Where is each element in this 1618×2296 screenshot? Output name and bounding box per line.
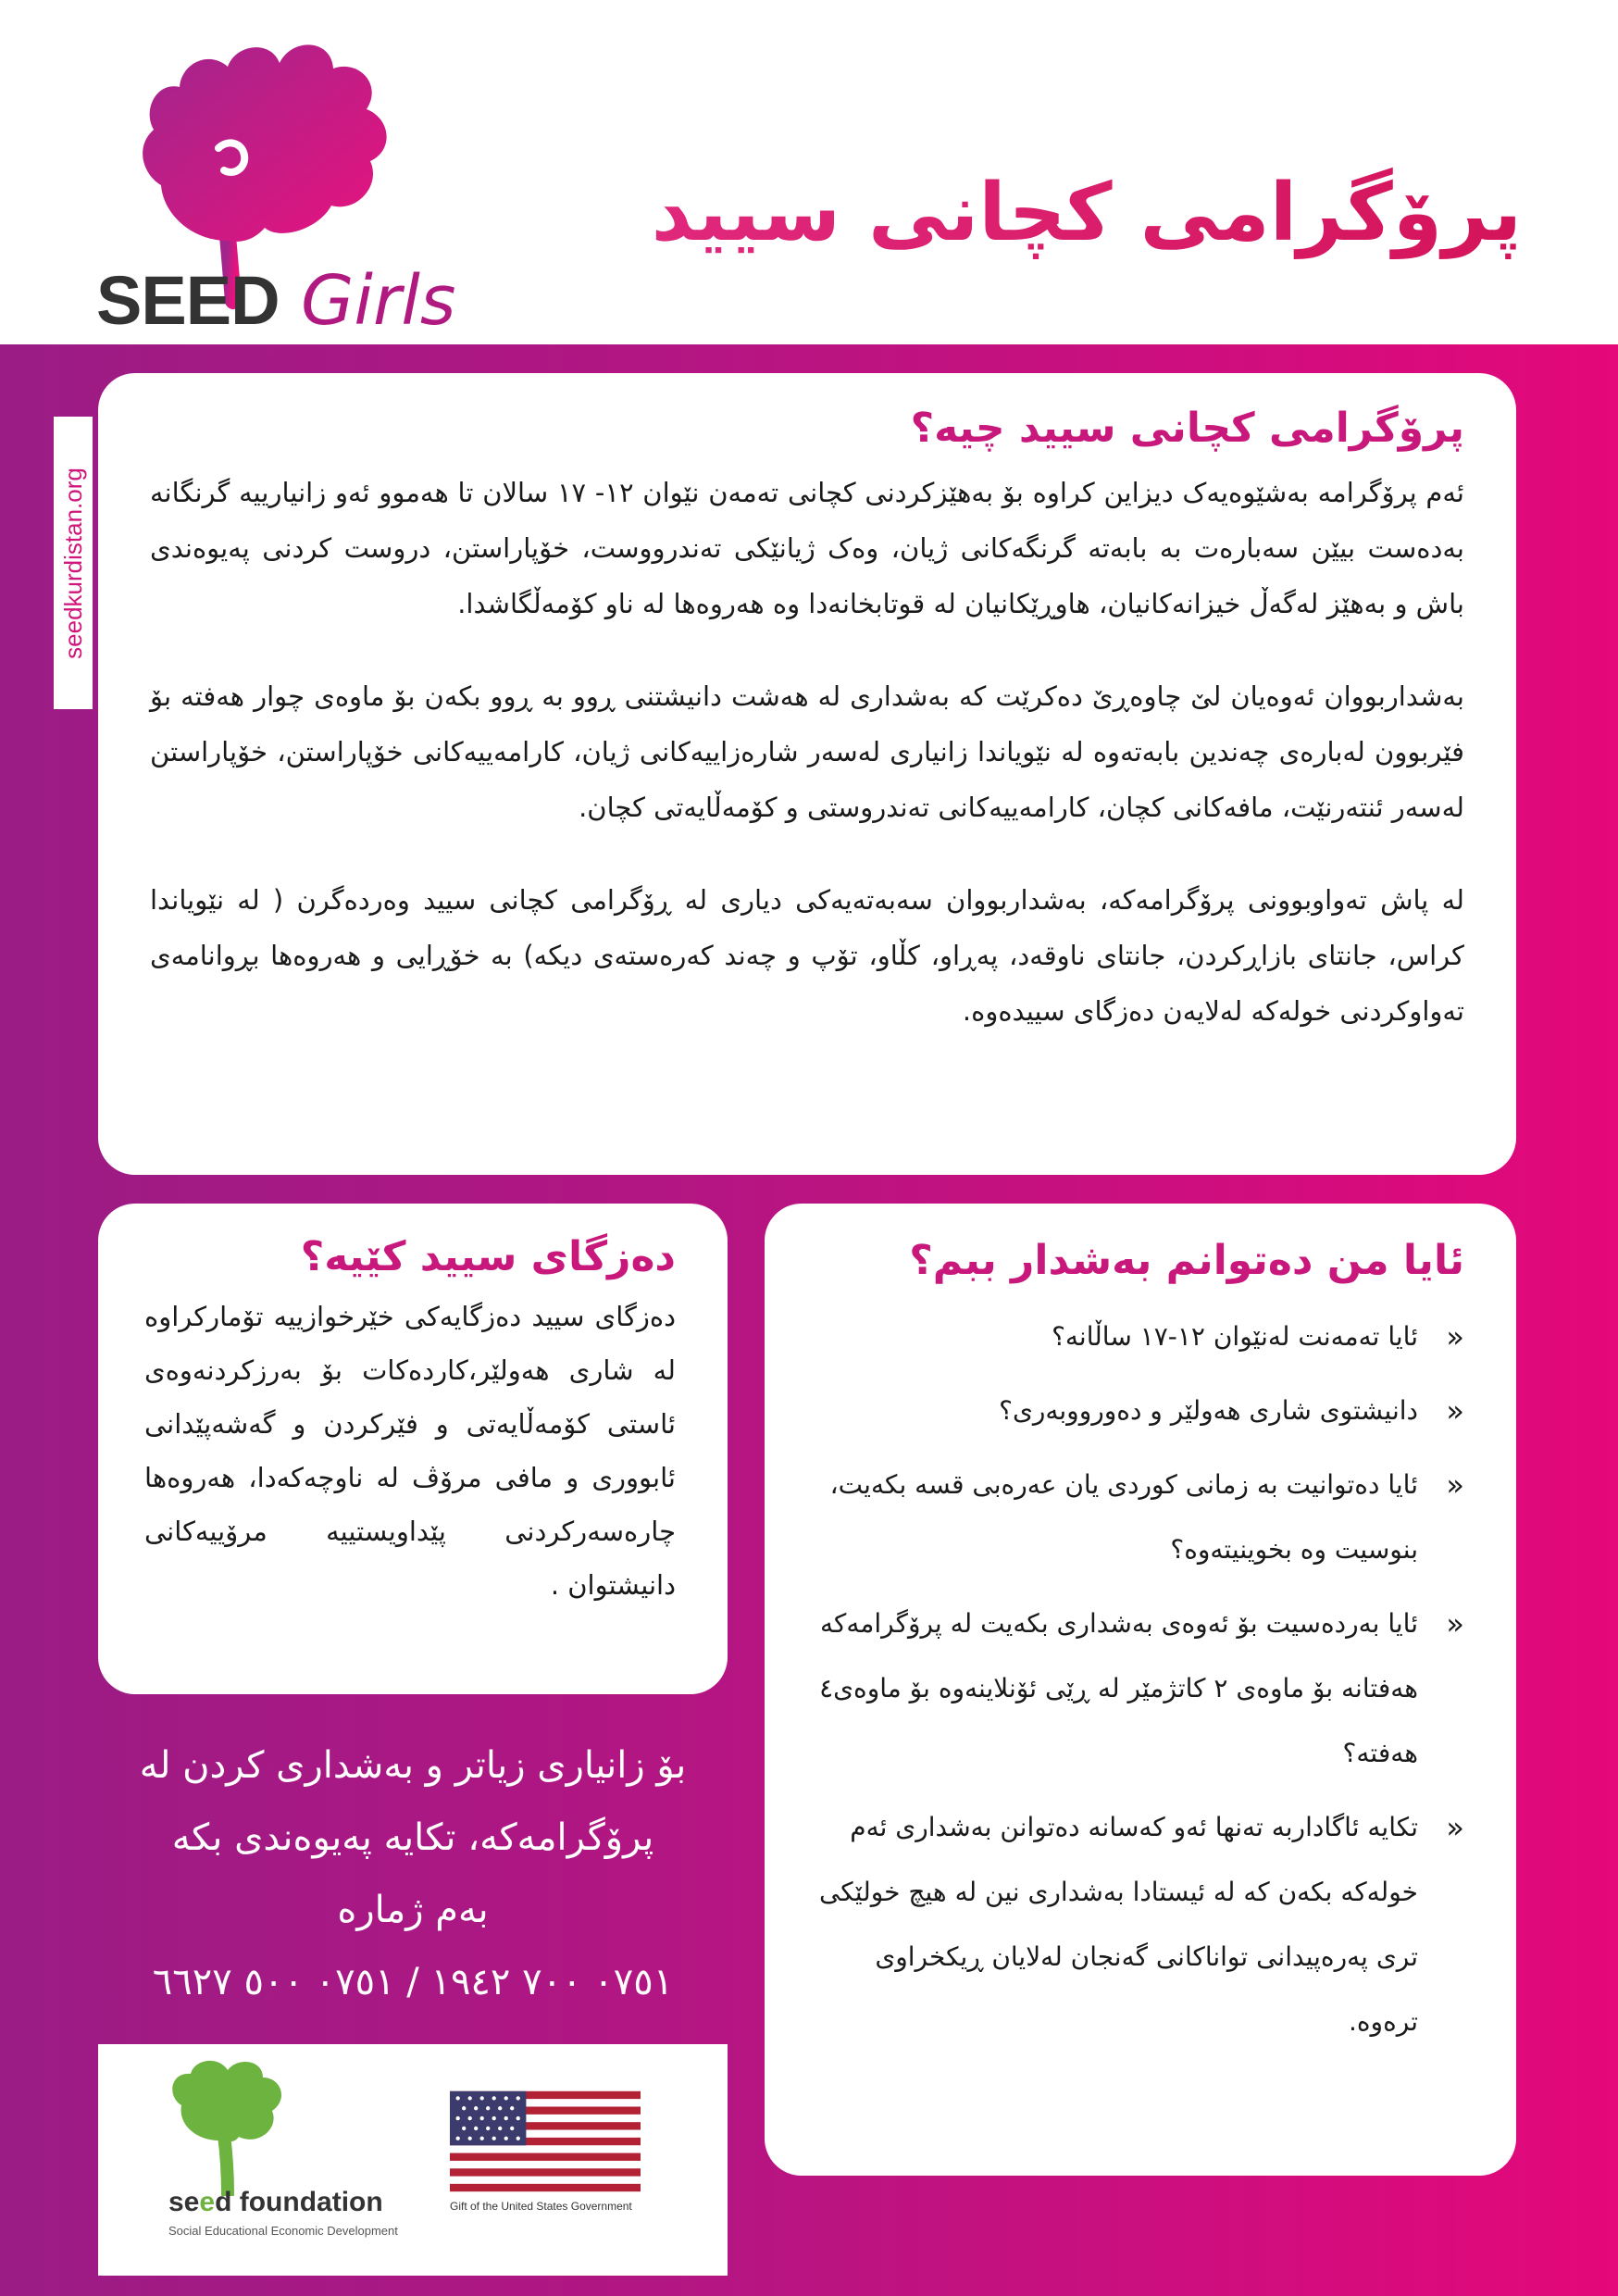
contact-line-3: بەم ژمارە [337,1889,489,1931]
header [0,0,1618,344]
us-gift-caption: Gift of the United States Government [450,2200,632,2213]
logo-girls-text: Girls [301,261,456,341]
seed-foundation-tree-logo [154,2057,302,2196]
what-paragraph-1: ئەم پرۆگرامە بەشێوەیەک دیزاین کراوە بۆ بەهێزکردنی کچانی تەمەن نێوان ١٢- ١٧ سالان تا هەموو ئەو زانیارییە گرنگانە بەدەست بیێن سەبارەت بە بابەتە گرنگەکانی ژیان، وەک ژیانێکی تەندرووست، خۆپاراستن، دروست کردنی پەیوەندی باش و بەهێز لەگەڵ خیزانەکانیان، هاوڕێکانیان لە قوتابخانەدا وە هەروەها لە ناو کۆمەڵگاشدا. [150,477,1464,619]
seed-girls-wordmark [96,261,456,341]
eligibility-text: ئایا دەتوانیت بە زمانی کوردی یان عەرەبی قسە بکەیت، بنوسیت وە بخوینیتەوە؟ [829,1469,1418,1565]
who-is-seed-card [98,1204,728,1694]
seed-foundation-name-suffix: d foundation [215,2187,383,2217]
website-url: seedkurdistan.org [58,467,87,659]
eligibility-text: دانیشتوی شاری هەولێر و دەورووبەری؟ [999,1395,1418,1426]
sponsor-logos-box [98,2044,728,2276]
seed-foundation-name-accent: e [199,2187,216,2217]
seed-foundation-tagline: Social Educational Economic Development [168,2224,398,2238]
list-item [811,1379,1464,1443]
what-is-program-heading: پرۆگرامی کچانی سیید چیە؟ [910,405,1464,452]
eligibility-text: ئایا تەمەنت لەنێوان ١٢-١٧ ساڵانە؟ [1052,1321,1418,1352]
us-flag-icon [450,2090,641,2192]
contact-line-2: پرۆگرامەکە، تکایە پەیوەندی بکە [171,1816,654,1859]
eligibility-list [811,1304,1464,2054]
seed-foundation-name-prefix: se [168,2187,200,2217]
who-is-seed-heading: دەزگای سیید کێیە؟ [300,1233,676,1280]
eligibility-text: ئایا بەردەسیت بۆ ئەوەی بەشداری بکەیت لە پرۆگرامەکە هەفتانە بۆ ماوەی ٢ کاتژمێر لە ڕێی ئۆنلاینەوە بۆ ماوەی٤ هەفتە؟ [819,1608,1418,1768]
guillemet-bullet-icon: « [1446,1319,1464,1354]
eligibility-text: تکایە ئاگاداربە تەنها ئەو کەسانە دەتوانن بەشداری ئەم خولەکە بکەن کە لە ئیستادا بەشداری نین لە هیچ خولێکی تری پەرەپیدانی تواناکانی گەنجان لەلایان ڕیکخراوی ترەوە. [818,1812,1418,2037]
list-item [811,1304,1464,1369]
what-paragraph-3: لە پاش تەواوبوونی پرۆگرامەکە، بەشداربووان سەبەتەیەکی دیاری لە ڕۆگرامی کچانی سیید وەردەگرن ( لە نێویاندا کراس، جانتای بازاڕکردن، جانتای ناوقەد، پەڕاو، کڵاو، تۆپ و چەند کەرەستەی دیکە) بە خۆڕایی و هەروەها بڕوانامەی تەواوکردنی خولەکە لەلایەن دەزگای سییدەوە. [150,884,1464,1027]
logo-seed-text: SEED [96,262,280,339]
contact-info [98,1729,728,2018]
guillemet-bullet-icon: « [1446,1467,1464,1503]
page-title: پرۆگرامی کچانی سیید [651,167,1522,259]
what-is-program-card [98,373,1516,1175]
guillemet-bullet-icon: « [1446,1606,1464,1641]
contact-line-1: بۆ زانیاری زیاتر و بەشداری کردن لە [139,1744,687,1787]
who-is-seed-text: دەزگای سیید دەزگایەکی خێرخوازییە تۆمارکراوە لە شاری هەولێر،کاردەکات بۆ بەرزکردنەوەی ئاستی کۆمەڵایەتی و فێرکردن و گەشەپێدانی ئابووری و مافی مرۆڤ لە ناوچەکەدا، هەروەها چارەسەرکردنی پێداویستییە مرۆییەکانی دانیشتوان . [144,1301,676,1601]
what-paragraph-2: بەشداربووان ئەوەیان لێ چاوەڕێ دەکرێت کە بەشداری لە هەشت دانیشتنی ڕوو بە ڕوو بکەن بۆ ماوەی چوار هەفتە بۆ فێربوون لەبارەی چەندین بابەتەوە لە نێویاندا زانیاری لەسەر شارەزاییەکانی ژیان، کارامەییەکانی خۆپاراستن، خۆپاراستن لەسەر ئنتەرنێت، مافەکانی کچان، کارامەییەکانی تەندروستی و کۆمەڵایەتی کچان. [150,680,1464,823]
contact-phone-numbers: ٠٧٥١ ٧٠٠ ١٩٤٢ / ٠٧٥١ ٥٠٠ ٦٦٢٧ [152,1961,674,2003]
can-i-participate-heading: ئایا من دەتوانم بەشدار ببم؟ [909,1237,1464,1284]
list-item [811,1453,1464,1582]
guillemet-bullet-icon: « [1446,1810,1464,1845]
guillemet-bullet-icon: « [1446,1393,1464,1429]
website-side-tab [54,417,93,709]
list-item [811,1591,1464,1786]
can-i-participate-card [765,1204,1516,2176]
seed-foundation-name [168,2187,383,2218]
list-item [811,1795,1464,2054]
